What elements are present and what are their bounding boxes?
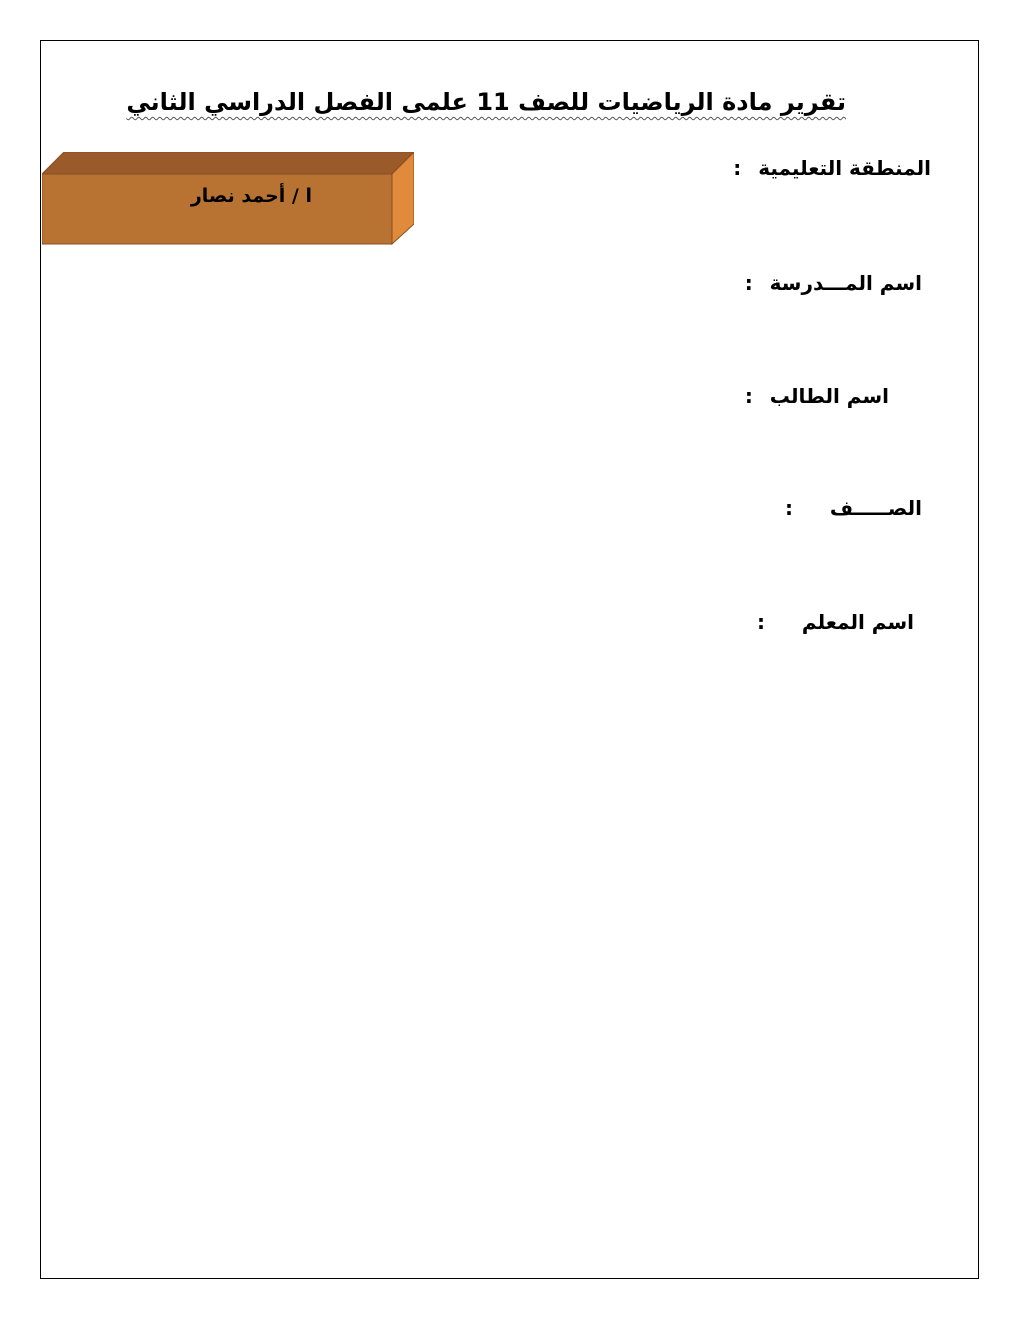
field-region-colon: : bbox=[733, 156, 742, 180]
field-teacher bbox=[757, 610, 914, 634]
field-school-colon: : bbox=[744, 271, 753, 295]
field-teacher-label: اسم المعلم bbox=[801, 610, 914, 634]
field-grade-label: الصـــــف bbox=[829, 496, 922, 520]
field-school bbox=[745, 271, 922, 295]
field-teacher-colon: : bbox=[756, 610, 765, 634]
field-grade bbox=[785, 496, 922, 520]
field-region bbox=[733, 156, 931, 180]
field-region-label: المنطقة التعليمية bbox=[758, 156, 931, 180]
teacher-name-box bbox=[42, 152, 414, 246]
field-student-label: اسم الطالب bbox=[769, 384, 889, 408]
field-school-label: اسم المـــدرسة bbox=[769, 271, 922, 295]
field-student-colon: : bbox=[744, 384, 753, 408]
teacher-name-label: ا / أحمد نصار bbox=[190, 185, 312, 207]
field-student bbox=[745, 384, 889, 408]
field-grade-colon: : bbox=[784, 496, 793, 520]
report-title: تقرير مادة الرياضيات للصف 11 علمى الفصل الدراسي الثاني bbox=[126, 88, 846, 116]
